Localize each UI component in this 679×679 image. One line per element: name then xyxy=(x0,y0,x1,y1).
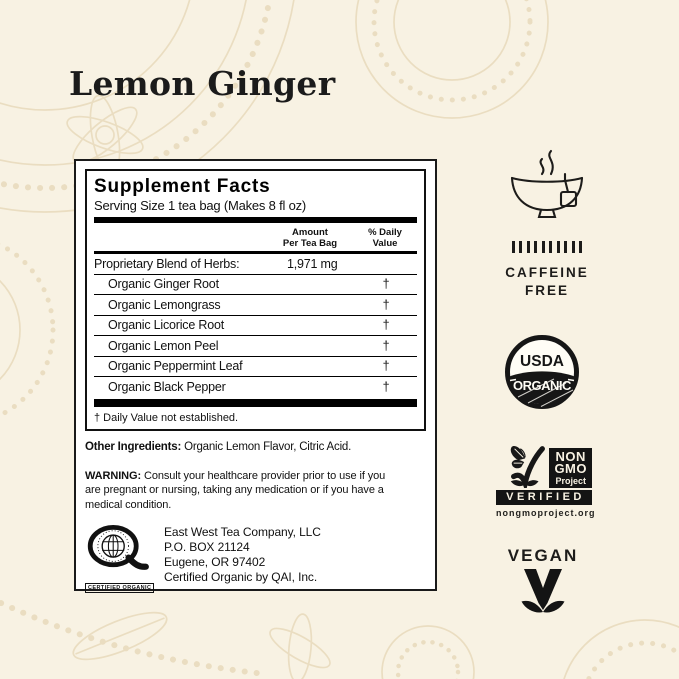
company-info xyxy=(85,525,426,594)
usda-organic-icon xyxy=(504,334,580,410)
ingredient-daily-value: † xyxy=(382,338,390,353)
ingredient-daily-value: † xyxy=(382,297,390,312)
vegan-v-icon xyxy=(520,568,566,614)
company-city: Eugene, OR 97402 xyxy=(164,555,266,569)
ingredient-name: Organic Ginger Root xyxy=(108,277,219,291)
ingredient-row xyxy=(94,335,417,356)
usda-text: USDA xyxy=(520,353,564,370)
company-name: East West Tea Company, LLC xyxy=(164,525,321,539)
vegan-label: VEGAN xyxy=(507,546,579,565)
column-header-dv-line1: % Daily xyxy=(368,227,402,238)
ingredient-daily-value: † xyxy=(382,277,390,291)
dash-row-icon xyxy=(499,241,595,253)
non-gmo-url: nongmoproject.org xyxy=(496,508,596,518)
qai-logo-icon xyxy=(87,525,149,571)
non-gmo-line2: GMO xyxy=(554,461,587,476)
company-po-box: P.O. BOX 21124 xyxy=(164,540,250,554)
non-gmo-line1: NON xyxy=(555,449,586,464)
other-ingredients xyxy=(85,440,426,454)
blend-amount: 1,971 mg xyxy=(287,256,338,271)
caffeine-free-badge xyxy=(499,147,595,300)
ingredient-name: Organic Licorice Root xyxy=(108,318,224,332)
daily-value-footnote: † Daily Value not established. xyxy=(94,411,239,424)
warning-text xyxy=(85,469,426,513)
ingredient-name: Organic Lemon Peel xyxy=(108,338,219,353)
column-header-daily-value xyxy=(349,227,421,249)
ingredient-name: Organic Peppermint Leaf xyxy=(108,359,243,373)
caffeine-free-label xyxy=(499,264,595,300)
qai-certified-organic-seal xyxy=(85,525,151,594)
company-certification: Certified Organic by QAI, Inc. xyxy=(164,570,318,584)
divider-bar xyxy=(94,399,417,407)
vegan-badge xyxy=(505,546,581,619)
blend-row xyxy=(94,254,417,274)
ingredient-daily-value: † xyxy=(382,379,390,394)
vegan-v-wrap xyxy=(505,568,581,619)
column-header-dv-line2: Value xyxy=(372,238,398,249)
ingredient-daily-value: † xyxy=(382,318,390,332)
ingredient-name: Organic Black Pepper xyxy=(108,379,226,394)
ingredient-row xyxy=(94,274,417,295)
non-gmo-verified-seal xyxy=(496,444,596,518)
caffeine-free-line1: CAFFEINE xyxy=(505,265,589,280)
non-gmo-line3: Project xyxy=(555,476,586,486)
butterfly-icon xyxy=(509,444,547,488)
divider-bar xyxy=(94,217,417,223)
non-gmo-verified-bar: VERIFIED xyxy=(496,490,592,505)
usda-organic-seal xyxy=(504,334,580,410)
ingredient-row xyxy=(94,356,417,377)
teacup-icon xyxy=(499,147,595,225)
non-gmo-box xyxy=(549,448,592,488)
warning-line xyxy=(85,469,426,484)
warning-line: medical condition. xyxy=(85,498,172,511)
warning-label: WARNING: xyxy=(85,469,142,482)
ingredient-row xyxy=(94,315,417,336)
supplement-label-panel xyxy=(74,159,437,591)
column-header-amount-line2: Per Tea Bag xyxy=(282,238,338,249)
blend-name: Proprietary Blend of Herbs: xyxy=(94,256,240,271)
non-gmo-top-row xyxy=(496,444,592,488)
serving-size-text: Serving Size 1 tea bag (Makes 8 fl oz) xyxy=(94,198,307,213)
page-title: Lemon Ginger xyxy=(69,64,336,103)
usda-organic-text: ORGANIC xyxy=(513,378,571,393)
warning-line: are pregnant or nursing, taking any medication or if you have a xyxy=(85,484,384,496)
supplement-facts-box xyxy=(85,169,426,431)
column-header-amount-line1: Amount xyxy=(292,227,328,238)
supplement-facts-title: Supplement Facts xyxy=(94,176,271,197)
other-ingredients-label: Other Ingredients: xyxy=(85,440,182,453)
other-ingredients-text: Organic Lemon Flavor, Citric Acid. xyxy=(181,440,352,453)
ingredient-row xyxy=(94,294,417,315)
warning-line1: Consult your healthcare provider prior to use if you xyxy=(141,469,386,482)
ingredient-row xyxy=(94,376,417,397)
facts-column-headers xyxy=(94,225,417,254)
ingredient-name: Organic Lemongrass xyxy=(108,297,221,312)
company-address xyxy=(164,525,321,585)
qai-caption: CERTIFIED ORGANIC xyxy=(85,583,154,593)
ingredient-daily-value: † xyxy=(382,359,390,373)
caffeine-free-line2: FREE xyxy=(524,283,569,298)
